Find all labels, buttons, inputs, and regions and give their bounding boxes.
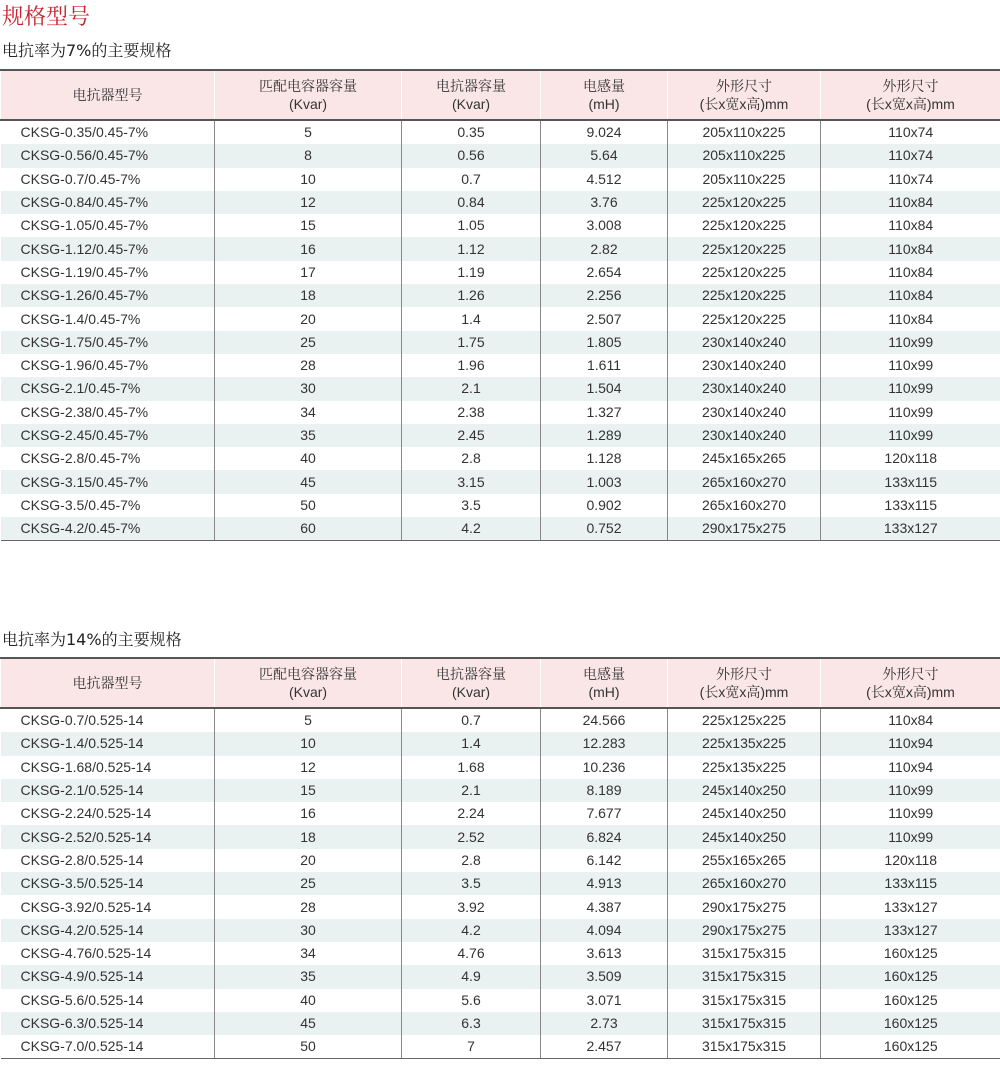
table-cell: 110x99	[821, 779, 1000, 802]
column-header-line: (长x宽x高)mm	[866, 96, 955, 112]
column-header	[668, 658, 821, 708]
table-cell: 2.82	[541, 237, 668, 260]
table-cell: 24.566	[541, 708, 668, 732]
column-header-line: (Kvar)	[451, 684, 491, 700]
column-header-line: 电抗器容量	[436, 78, 506, 94]
table-cell: 4.2	[402, 919, 541, 942]
column-header	[1, 658, 215, 708]
table-cell: 290x175x275	[668, 895, 821, 918]
table-row	[1, 872, 1000, 895]
table-cell: 110x94	[821, 732, 1000, 755]
table-cell: 8.189	[541, 779, 668, 802]
table-cell: 34	[215, 942, 402, 965]
table-cell: 225x120x225	[668, 237, 821, 260]
table-cell: 245x140x250	[668, 802, 821, 825]
column-header-line: 电感量	[583, 78, 625, 94]
table-cell: 110x94	[821, 756, 1000, 779]
table-cell: 2.45	[402, 424, 541, 447]
table-cell: 50	[215, 1035, 402, 1059]
table-cell: 205x110x225	[668, 120, 821, 144]
table-cell: CKSG-1.05/0.45-7%	[1, 214, 215, 237]
table-row	[1, 989, 1000, 1012]
table-cell: 110x99	[821, 424, 1000, 447]
table-cell: 0.7	[402, 708, 541, 732]
table-header	[1, 70, 1000, 120]
table-cell: CKSG-2.45/0.45-7%	[1, 424, 215, 447]
table-row	[1, 307, 1000, 330]
table-cell: 225x135x225	[668, 756, 821, 779]
spec-table-14pct	[0, 657, 1000, 1059]
table-cell: 0.84	[402, 191, 541, 214]
column-header-line: (长x宽x高)mm	[699, 96, 789, 112]
table-cell: 12	[215, 756, 402, 779]
table-cell: CKSG-4.2/0.525-14	[1, 919, 215, 942]
table-cell: 10	[215, 168, 402, 191]
table-cell: 110x84	[821, 307, 1000, 330]
table-cell: CKSG-2.24/0.525-14	[1, 802, 215, 825]
table-cell: CKSG-1.96/0.45-7%	[1, 354, 215, 377]
table-cell: 255x165x265	[668, 849, 821, 872]
table-cell: CKSG-0.7/0.45-7%	[1, 168, 215, 191]
table-cell: 30	[215, 919, 402, 942]
spec-table-7pct	[0, 69, 1000, 541]
table-cell: 3.15	[402, 470, 541, 493]
table-cell: 5	[215, 120, 402, 144]
table-cell: 290x175x275	[668, 919, 821, 942]
table-cell: 2.457	[541, 1035, 668, 1059]
column-header-line: (长x宽x高)mm	[866, 684, 955, 700]
table-cell: 315x175x315	[668, 989, 821, 1012]
table-row	[1, 424, 1000, 447]
table-cell: CKSG-0.7/0.525-14	[1, 708, 215, 732]
table-cell: 35	[215, 424, 402, 447]
table-cell: 133x115	[821, 470, 1000, 493]
table-cell: CKSG-2.38/0.45-7%	[1, 401, 215, 424]
table-cell: 245x140x250	[668, 779, 821, 802]
table-cell: CKSG-1.12/0.45-7%	[1, 237, 215, 260]
table-cell: 18	[215, 284, 402, 307]
column-header-line: (mH)	[588, 96, 620, 112]
table-cell: 1.327	[541, 401, 668, 424]
table-cell: 1.75	[402, 331, 541, 354]
column-header	[821, 658, 1000, 708]
table-cell: 110x99	[821, 825, 1000, 848]
table-cell: 225x120x225	[668, 214, 821, 237]
table-row	[1, 168, 1000, 191]
table-cell: CKSG-1.19/0.45-7%	[1, 261, 215, 284]
table-row	[1, 191, 1000, 214]
table-cell: 1.003	[541, 470, 668, 493]
table-cell: 110x74	[821, 120, 1000, 144]
table-cell: 3.613	[541, 942, 668, 965]
table-cell: CKSG-1.68/0.525-14	[1, 756, 215, 779]
table-cell: CKSG-0.56/0.45-7%	[1, 144, 215, 167]
table-cell: 10.236	[541, 756, 668, 779]
table-cell: 160x125	[821, 942, 1000, 965]
table-cell: CKSG-2.1/0.525-14	[1, 779, 215, 802]
table-cell: 225x120x225	[668, 191, 821, 214]
table-cell: 6.3	[402, 1012, 541, 1035]
column-header	[541, 658, 668, 708]
table-row	[1, 237, 1000, 260]
table-row	[1, 849, 1000, 872]
table-cell: CKSG-4.9/0.525-14	[1, 965, 215, 988]
column-header-line: (mH)	[588, 684, 620, 700]
table-cell: 0.35	[402, 120, 541, 144]
table-cell: 1.68	[402, 756, 541, 779]
table-cell: 4.913	[541, 872, 668, 895]
table-cell: 133x115	[821, 494, 1000, 517]
table-row	[1, 401, 1000, 424]
table-cell: 35	[215, 965, 402, 988]
table-cell: 30	[215, 377, 402, 400]
column-header-line: 外形尺寸	[882, 666, 939, 682]
table-cell: 290x175x275	[668, 517, 821, 541]
table-row	[1, 732, 1000, 755]
table-cell: 110x84	[821, 708, 1000, 732]
table-cell: 0.902	[541, 494, 668, 517]
table-cell: 2.73	[541, 1012, 668, 1035]
table-cell: 28	[215, 354, 402, 377]
table-cell: 230x140x240	[668, 354, 821, 377]
table-cell: 110x84	[821, 284, 1000, 307]
column-header-line: 电感量	[583, 666, 625, 682]
table-cell: CKSG-3.5/0.45-7%	[1, 494, 215, 517]
table-cell: 315x175x315	[668, 942, 821, 965]
table-body	[1, 120, 1000, 541]
table-cell: 225x125x225	[668, 708, 821, 732]
table-cell: 133x115	[821, 872, 1000, 895]
table-cell: 0.752	[541, 517, 668, 541]
table-cell: CKSG-3.92/0.525-14	[1, 895, 215, 918]
table-cell: 133x127	[821, 919, 1000, 942]
table-row	[1, 120, 1000, 144]
table-cell: 8	[215, 144, 402, 167]
table-row	[1, 802, 1000, 825]
table-cell: 4.512	[541, 168, 668, 191]
table-cell: 20	[215, 849, 402, 872]
table-cell: 10	[215, 732, 402, 755]
page-title: 规格型号	[2, 5, 91, 30]
table-cell: 4.094	[541, 919, 668, 942]
table-cell: CKSG-1.26/0.45-7%	[1, 284, 215, 307]
table-cell: 265x160x270	[668, 872, 821, 895]
table-cell: 225x120x225	[668, 284, 821, 307]
column-header-line: 匹配电容器容量	[259, 666, 357, 682]
table-row	[1, 261, 1000, 284]
table-cell: 3.5	[402, 872, 541, 895]
table-cell: 160x125	[821, 1035, 1000, 1059]
column-header-line: 电抗器型号	[72, 87, 143, 103]
column-header	[541, 70, 668, 120]
table-cell: CKSG-2.52/0.525-14	[1, 825, 215, 848]
table-cell: 1.805	[541, 331, 668, 354]
column-header	[821, 70, 1000, 120]
table-cell: 133x127	[821, 517, 1000, 541]
table-cell: 4.387	[541, 895, 668, 918]
table-cell: 25	[215, 872, 402, 895]
table-cell: CKSG-1.75/0.45-7%	[1, 331, 215, 354]
table-cell: 3.008	[541, 214, 668, 237]
column-header-line: 外形尺寸	[716, 666, 772, 682]
table-cell: 45	[215, 1012, 402, 1035]
table-cell: 1.96	[402, 354, 541, 377]
table-cell: 230x140x240	[668, 424, 821, 447]
table-cell: 7.677	[541, 802, 668, 825]
table-cell: 230x140x240	[668, 401, 821, 424]
table-cell: 3.76	[541, 191, 668, 214]
table-cell: 2.256	[541, 284, 668, 307]
table-cell: 160x125	[821, 965, 1000, 988]
table-cell: 15	[215, 779, 402, 802]
table-cell: 2.8	[402, 849, 541, 872]
table-cell: 110x99	[821, 331, 1000, 354]
table-row	[1, 214, 1000, 237]
table-cell: CKSG-2.8/0.45-7%	[1, 447, 215, 470]
table-cell: 5.6	[402, 989, 541, 1012]
column-header	[215, 658, 402, 708]
table-cell: 160x125	[821, 989, 1000, 1012]
column-header-line: 电抗器型号	[72, 675, 143, 691]
table-cell: CKSG-1.4/0.45-7%	[1, 307, 215, 330]
table-cell: 205x110x225	[668, 168, 821, 191]
table-cell: 110x99	[821, 401, 1000, 424]
section-title-7pct: 电抗率为7%的主要规格	[2, 41, 172, 60]
table-body	[1, 708, 1000, 1059]
table-row	[1, 331, 1000, 354]
table-cell: 60	[215, 517, 402, 541]
table-header	[1, 658, 1000, 708]
table-row	[1, 377, 1000, 400]
column-header-line: 外形尺寸	[882, 78, 939, 94]
table-cell: 3.92	[402, 895, 541, 918]
table-cell: 2.8	[402, 447, 541, 470]
table-row	[1, 708, 1000, 732]
table-cell: 110x84	[821, 237, 1000, 260]
table-cell: 15	[215, 214, 402, 237]
table-cell: 45	[215, 470, 402, 493]
table-cell: CKSG-1.4/0.525-14	[1, 732, 215, 755]
table-row	[1, 779, 1000, 802]
table-cell: 2.38	[402, 401, 541, 424]
table-row	[1, 517, 1000, 541]
column-header-line: 外形尺寸	[716, 78, 772, 94]
table-cell: 1.19	[402, 261, 541, 284]
table-cell: 17	[215, 261, 402, 284]
table-cell: 1.504	[541, 377, 668, 400]
table-cell: 205x110x225	[668, 144, 821, 167]
table-cell: 28	[215, 895, 402, 918]
table-cell: 5.64	[541, 144, 668, 167]
table-cell: CKSG-4.2/0.45-7%	[1, 517, 215, 541]
table-cell: 1.128	[541, 447, 668, 470]
table-cell: 1.4	[402, 307, 541, 330]
table-cell: 16	[215, 802, 402, 825]
table-cell: 3.071	[541, 989, 668, 1012]
table-cell: 50	[215, 494, 402, 517]
table-cell: 110x99	[821, 802, 1000, 825]
section-title-14pct: 电抗率为14%的主要规格	[2, 630, 182, 649]
column-header-line: (长x宽x高)mm	[699, 684, 789, 700]
table-row	[1, 942, 1000, 965]
table-cell: 110x84	[821, 214, 1000, 237]
table-cell: 2.24	[402, 802, 541, 825]
table-cell: CKSG-0.35/0.45-7%	[1, 120, 215, 144]
header-row	[1, 70, 1000, 120]
column-header	[402, 70, 541, 120]
table-cell: 12	[215, 191, 402, 214]
table-row	[1, 284, 1000, 307]
table-cell: 1.4	[402, 732, 541, 755]
table-cell: 0.7	[402, 168, 541, 191]
table-cell: CKSG-2.1/0.45-7%	[1, 377, 215, 400]
table-cell: 18	[215, 825, 402, 848]
table-cell: 1.611	[541, 354, 668, 377]
header-row	[1, 658, 1000, 708]
table-cell: 230x140x240	[668, 377, 821, 400]
column-header-line: 匹配电容器容量	[259, 78, 357, 94]
table-cell: 265x160x270	[668, 470, 821, 493]
table-cell: CKSG-0.84/0.45-7%	[1, 191, 215, 214]
table-cell: 34	[215, 401, 402, 424]
table-cell: 315x175x315	[668, 1012, 821, 1035]
table-row	[1, 470, 1000, 493]
table-cell: CKSG-7.0/0.525-14	[1, 1035, 215, 1059]
column-header-line: (Kvar)	[288, 684, 328, 700]
table-cell: 40	[215, 447, 402, 470]
column-header	[1, 70, 215, 120]
table-cell: CKSG-3.5/0.525-14	[1, 872, 215, 895]
table-cell: 7	[402, 1035, 541, 1059]
table-cell: 120x118	[821, 447, 1000, 470]
table-cell: 1.05	[402, 214, 541, 237]
table-cell: 2.507	[541, 307, 668, 330]
table-cell: 2.52	[402, 825, 541, 848]
table-row	[1, 144, 1000, 167]
table-cell: CKSG-4.76/0.525-14	[1, 942, 215, 965]
table-cell: 110x84	[821, 191, 1000, 214]
table-cell: 16	[215, 237, 402, 260]
table-cell: 5	[215, 708, 402, 732]
table-cell: 120x118	[821, 849, 1000, 872]
column-header-line: (Kvar)	[288, 96, 328, 112]
table-cell: 315x175x315	[668, 1035, 821, 1059]
column-header-line: (Kvar)	[451, 96, 491, 112]
table-cell: CKSG-2.8/0.525-14	[1, 849, 215, 872]
table-row	[1, 965, 1000, 988]
table-cell: CKSG-3.15/0.45-7%	[1, 470, 215, 493]
table-cell: 1.26	[402, 284, 541, 307]
table-cell: 245x140x250	[668, 825, 821, 848]
column-header	[215, 70, 402, 120]
table-cell: 40	[215, 989, 402, 1012]
table-row	[1, 895, 1000, 918]
table-cell: 133x127	[821, 895, 1000, 918]
table-cell: 4.76	[402, 942, 541, 965]
table-cell: 230x140x240	[668, 331, 821, 354]
table-cell: 3.509	[541, 965, 668, 988]
table-cell: 160x125	[821, 1012, 1000, 1035]
table-row	[1, 825, 1000, 848]
table-cell: CKSG-6.3/0.525-14	[1, 1012, 215, 1035]
table-cell: 4.9	[402, 965, 541, 988]
table-cell: 265x160x270	[668, 494, 821, 517]
table-cell: 6.142	[541, 849, 668, 872]
table-cell: 225x120x225	[668, 307, 821, 330]
table-cell: 315x175x315	[668, 965, 821, 988]
table-cell: 4.2	[402, 517, 541, 541]
table-cell: 245x165x265	[668, 447, 821, 470]
table-cell: 110x74	[821, 168, 1000, 191]
table-cell: 2.1	[402, 377, 541, 400]
table-row	[1, 447, 1000, 470]
column-header	[668, 70, 821, 120]
table-cell: 2.654	[541, 261, 668, 284]
table-cell: 20	[215, 307, 402, 330]
table-cell: 1.12	[402, 237, 541, 260]
table-cell: 225x120x225	[668, 261, 821, 284]
table-cell: 2.1	[402, 779, 541, 802]
table-cell: 9.024	[541, 120, 668, 144]
table-row	[1, 494, 1000, 517]
table-cell: 110x74	[821, 144, 1000, 167]
table-cell: 110x84	[821, 261, 1000, 284]
table-row	[1, 354, 1000, 377]
table-cell: 6.824	[541, 825, 668, 848]
table-cell: 0.56	[402, 144, 541, 167]
table-cell: 1.289	[541, 424, 668, 447]
table-row	[1, 1035, 1000, 1059]
table-cell: 25	[215, 331, 402, 354]
table-cell: 110x99	[821, 354, 1000, 377]
table-cell: 3.5	[402, 494, 541, 517]
table-row	[1, 919, 1000, 942]
table-row	[1, 756, 1000, 779]
table-cell: 12.283	[541, 732, 668, 755]
table-cell: CKSG-5.6/0.525-14	[1, 989, 215, 1012]
table-cell: 110x99	[821, 377, 1000, 400]
table-cell: 225x135x225	[668, 732, 821, 755]
column-header-line: 电抗器容量	[436, 666, 506, 682]
column-header	[402, 658, 541, 708]
table-row	[1, 1012, 1000, 1035]
